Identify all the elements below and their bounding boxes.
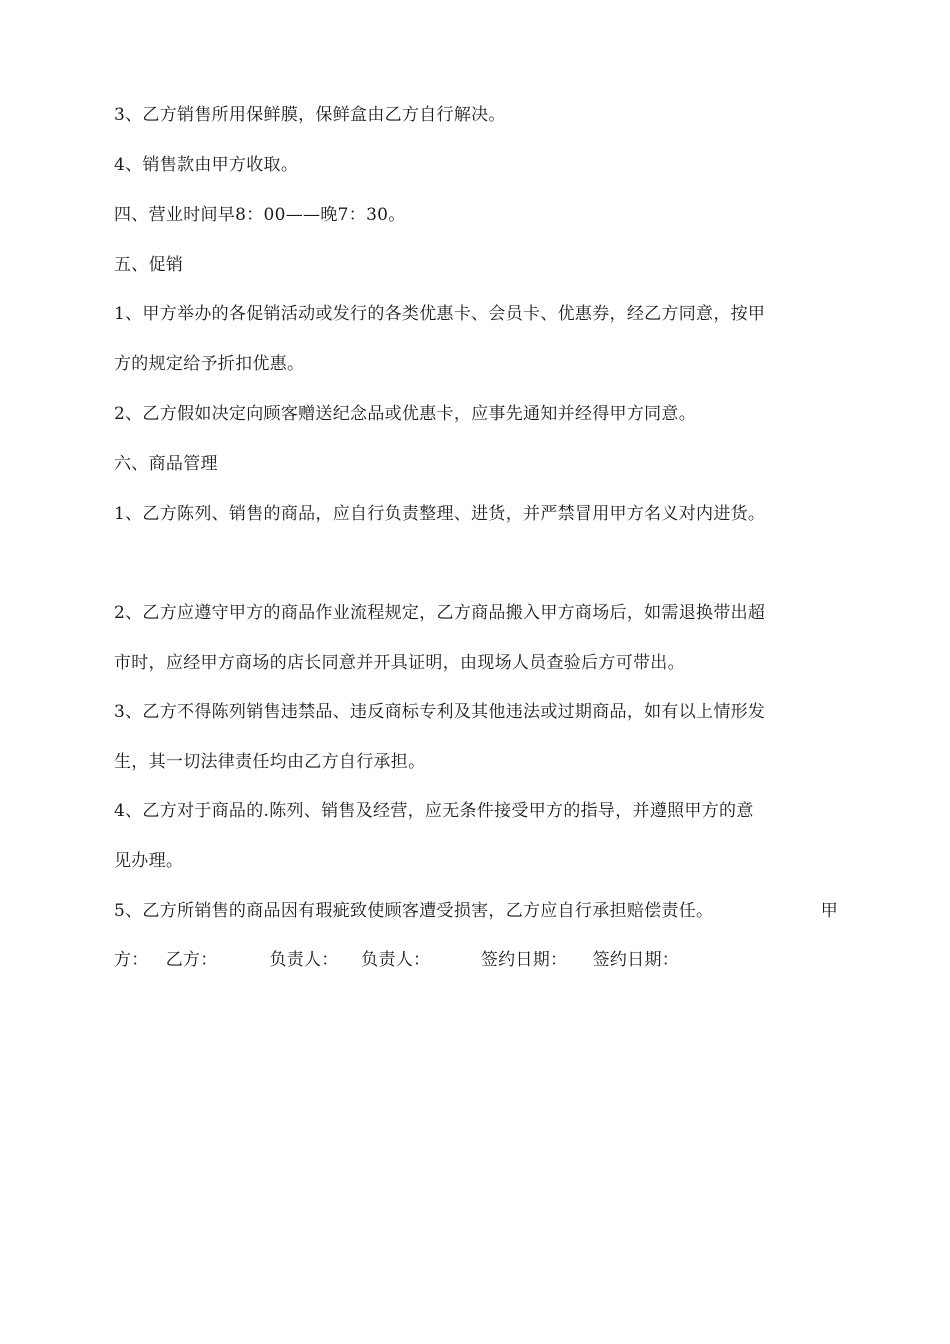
party-b-label: 乙方： (165, 950, 218, 970)
clause-line: 生，其一切法律责任均由乙方自行承担。 (114, 752, 426, 772)
signature-line (114, 948, 838, 972)
clause-line-text: 1、甲方举办的各促销活动或发行的各类优惠卡、会员卡、优惠券，经乙方同意，按甲 (114, 304, 766, 324)
clause-line: 方的规定给予折扣优惠。 (114, 354, 305, 374)
clause-line: 市时，应经甲方商场的店长同意并开具证明，由现场人员查验后方可带出。 (114, 653, 685, 673)
sign-date-b-label: 签约日期： (592, 950, 680, 970)
clause-line-text: 5、乙方所销售的商品因有瑕疵致使顾客遭受损害，乙方应自行承担赔偿责任。 (114, 901, 714, 921)
section-heading: 四、营业时间早8：00——晚7：30。 (114, 205, 406, 225)
party-a-label: 方： (114, 950, 149, 970)
clause-line: 3、乙方销售所用保鲜膜，保鲜盒由乙方自行解决。 (114, 105, 506, 125)
clause-line (114, 899, 838, 923)
clause-line (114, 302, 838, 326)
clause-line: 4、乙方对于商品的.陈列、销售及经营，应无条件接受甲方的指导，并遵照甲方的意 (114, 801, 754, 821)
clause-line: 3、乙方不得陈列销售违禁品、违反商标专利及其他违法或过期商品，如有以上情形发 (114, 702, 766, 722)
section-heading: 五、促销 (114, 255, 184, 275)
clause-line: 见办理。 (114, 851, 184, 871)
principal-a-label: 负责人： (269, 950, 339, 970)
party-a-label-start: 甲 (820, 901, 838, 921)
section-heading: 六、商品管理 (114, 454, 218, 474)
sign-date-a-label: 签约日期： (480, 950, 568, 970)
clause-line: 1、乙方陈列、销售的商品，应自行负责整理、进货，并严禁冒用甲方名义对内进货。 (114, 504, 766, 524)
principal-b-label: 负责人： (361, 950, 431, 970)
clause-line: 2、乙方假如决定向顾客赠送纪念品或优惠卡，应事先通知并经得甲方同意。 (114, 404, 697, 424)
clause-line: 2、乙方应遵守甲方的商品作业流程规定，乙方商品搬入甲方商场后，如需退换带出超 (114, 603, 766, 623)
clause-line: 4、销售款由甲方收取。 (114, 155, 299, 175)
